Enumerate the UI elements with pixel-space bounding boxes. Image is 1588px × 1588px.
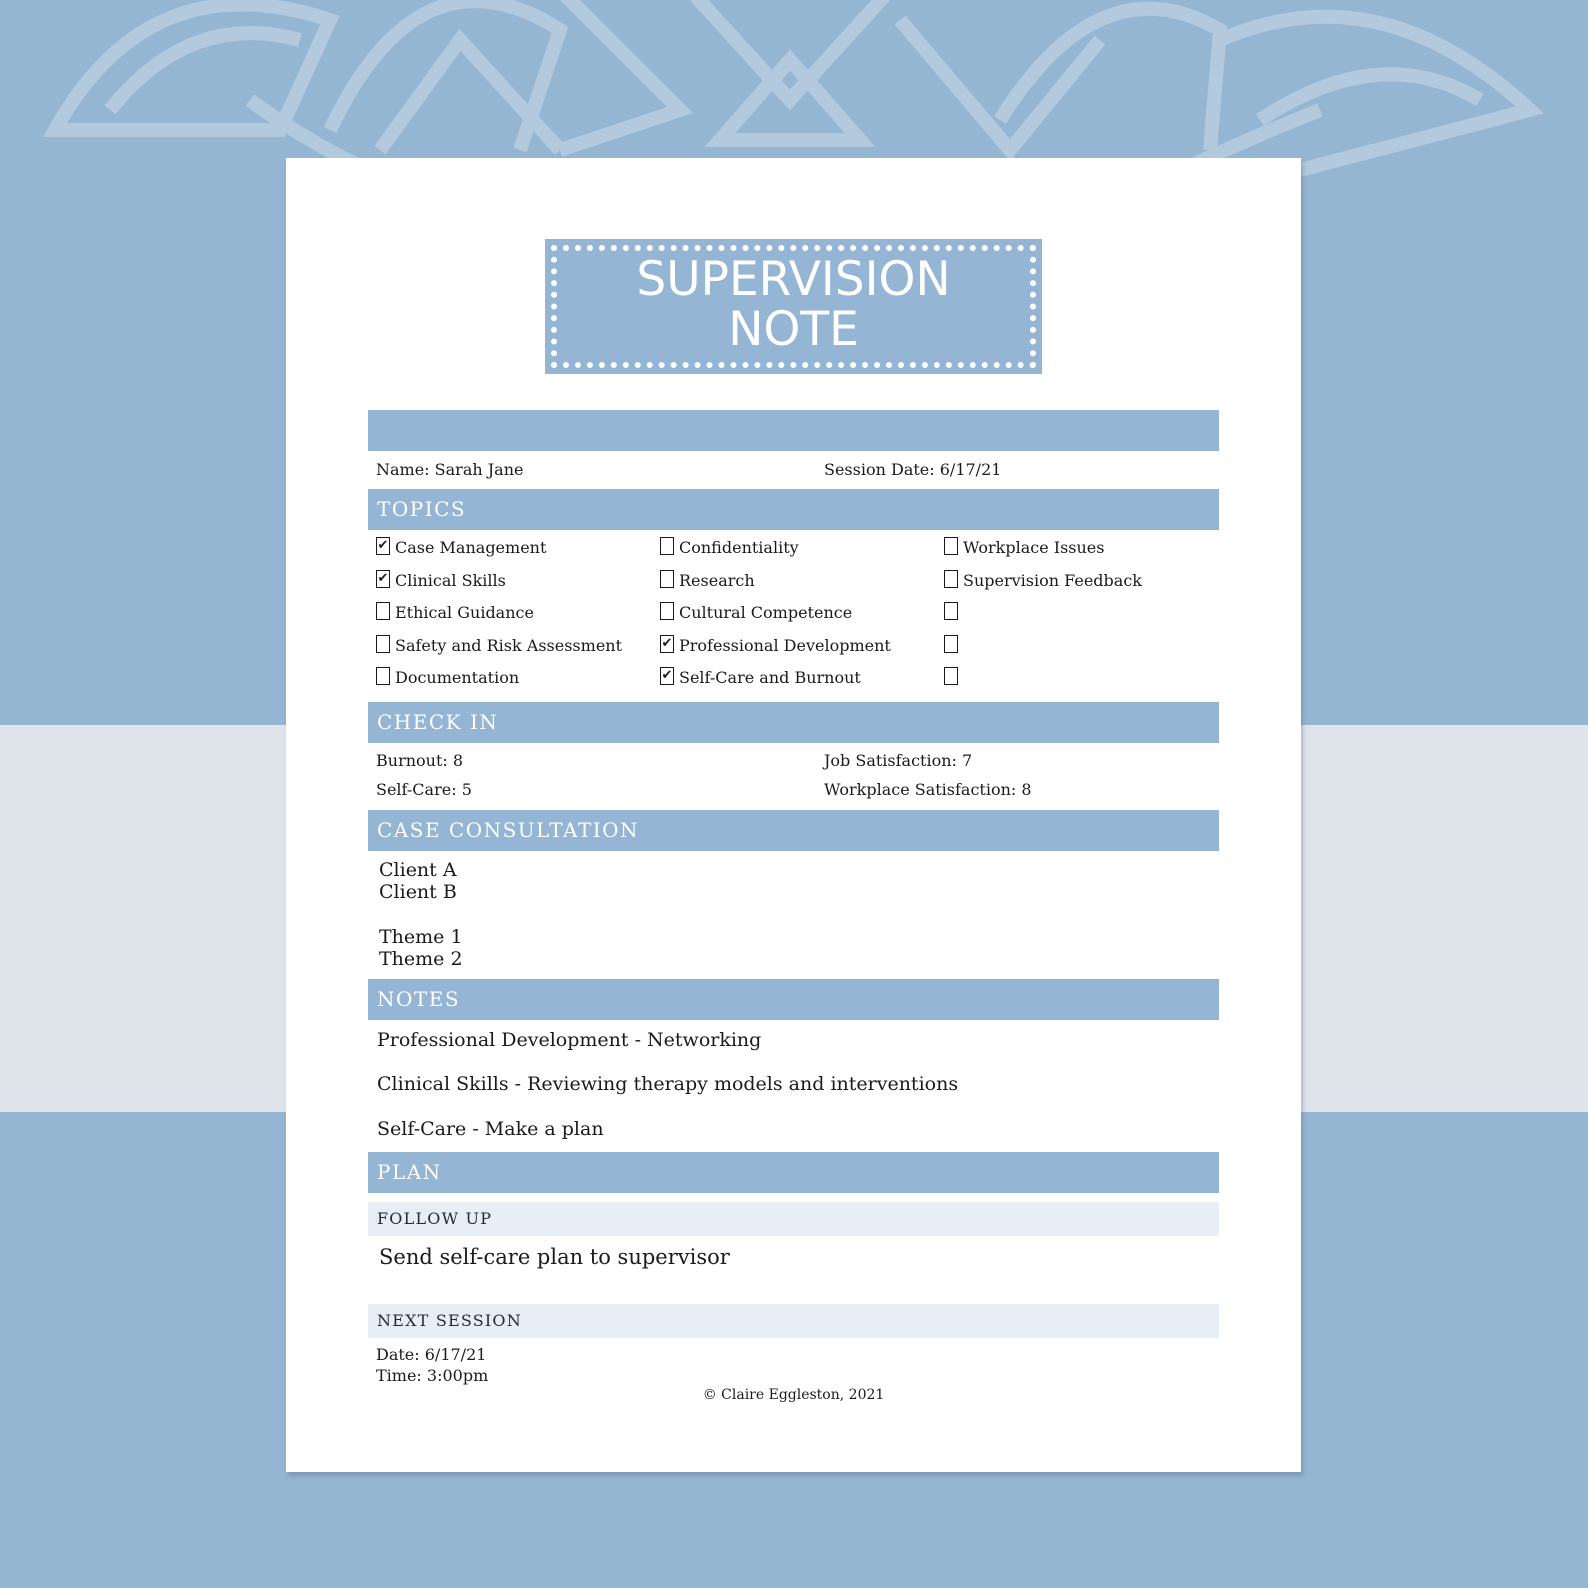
title-line-2: NOTE (728, 302, 859, 357)
consultation-line: Theme 1 (379, 926, 463, 948)
document-page (286, 158, 1301, 1472)
topic-checkbox[interactable]: ✔ (661, 636, 673, 651)
follow-up-text: Send self-care plan to supervisor (379, 1245, 730, 1269)
topic-checkbox[interactable] (376, 635, 390, 653)
section-header-notes: NOTES (368, 979, 1219, 1020)
topic-checkbox[interactable] (944, 635, 958, 653)
self-care-value[interactable]: 5 (461, 780, 472, 799)
page-title (545, 252, 1042, 357)
follow-up-header: FOLLOW UP (368, 1202, 1219, 1236)
burnout-label: Burnout: (376, 751, 448, 770)
section-header-case-consultation: CASE CONSULTATION (368, 810, 1219, 851)
topic-label: Documentation (395, 668, 520, 687)
topic-checkbox[interactable] (944, 537, 958, 555)
session-date-value[interactable]: 6/17/21 (939, 460, 1002, 479)
topic-checkbox[interactable] (660, 602, 674, 620)
topic-label: Safety and Risk Assessment (395, 636, 623, 655)
section-header-plan: PLAN (368, 1152, 1219, 1193)
topic-label: Cultural Competence (679, 603, 853, 622)
topic-checkbox[interactable] (660, 537, 674, 555)
name-value[interactable]: Sarah Jane (434, 460, 524, 479)
section-header-check-in: CHECK IN (368, 702, 1219, 743)
topic-label: Workplace Issues (963, 538, 1105, 557)
topic-checkbox[interactable] (660, 570, 674, 588)
next-date-label: Date: (376, 1345, 420, 1364)
topic-label: Ethical Guidance (395, 603, 534, 622)
workplace-satisfaction-value[interactable]: 8 (1021, 780, 1032, 799)
topic-label: Clinical Skills (395, 571, 506, 590)
burnout-field (376, 751, 463, 770)
topic-checkbox[interactable] (376, 602, 390, 620)
workplace-satisfaction-label: Workplace Satisfaction: (824, 780, 1017, 799)
consultation-line: Client A (379, 859, 457, 881)
topic-label: Research (679, 571, 755, 590)
title-box (545, 239, 1042, 374)
workplace-satisfaction-field (824, 780, 1032, 799)
topic-checkbox[interactable]: ✔ (661, 668, 673, 683)
note-line: Self-Care - Make a plan (377, 1118, 604, 1140)
info-header-bar (368, 410, 1219, 451)
note-line: Clinical Skills - Reviewing therapy models and interventions (377, 1073, 959, 1095)
title-line-1: SUPERVISION (636, 252, 951, 307)
consultation-line: Theme 2 (379, 948, 463, 970)
topic-label: Professional Development (679, 636, 891, 655)
job-satisfaction-label: Job Satisfaction: (824, 751, 957, 770)
burnout-value[interactable]: 8 (452, 751, 464, 770)
consultation-line: Client B (379, 881, 457, 903)
topic-checkbox[interactable] (944, 602, 958, 620)
topic-label: Confidentiality (679, 538, 799, 557)
topic-label: Supervision Feedback (963, 571, 1142, 590)
self-care-label: Self-Care: (376, 780, 457, 799)
topic-label: Self-Care and Burnout (679, 668, 861, 687)
name-label: Name: (376, 460, 430, 479)
topic-label: Case Management (395, 538, 547, 557)
topic-checkbox[interactable]: ✔ (377, 538, 389, 553)
next-time-label: Time: (376, 1366, 422, 1385)
copyright-footer: © Claire Eggleston, 2021 (702, 1387, 885, 1403)
topic-checkbox[interactable]: ✔ (377, 571, 389, 586)
next-date-value[interactable]: 6/17/21 (424, 1345, 487, 1364)
next-session-date (376, 1345, 486, 1364)
next-session-header: NEXT SESSION (368, 1304, 1219, 1338)
next-session-time (376, 1366, 488, 1385)
job-satisfaction-value[interactable]: 7 (962, 751, 973, 770)
topic-checkbox[interactable] (376, 667, 390, 685)
next-time-value[interactable]: 3:00pm (426, 1366, 489, 1385)
topic-checkbox[interactable] (944, 667, 958, 685)
job-satisfaction-field (824, 751, 972, 770)
self-care-field (376, 780, 472, 799)
note-line: Professional Development - Networking (377, 1029, 762, 1051)
name-field (376, 460, 523, 479)
topic-checkbox[interactable] (944, 570, 958, 588)
section-header-topics: TOPICS (368, 489, 1219, 530)
session-date-field (824, 460, 1001, 479)
session-date-label: Session Date: (824, 460, 935, 479)
